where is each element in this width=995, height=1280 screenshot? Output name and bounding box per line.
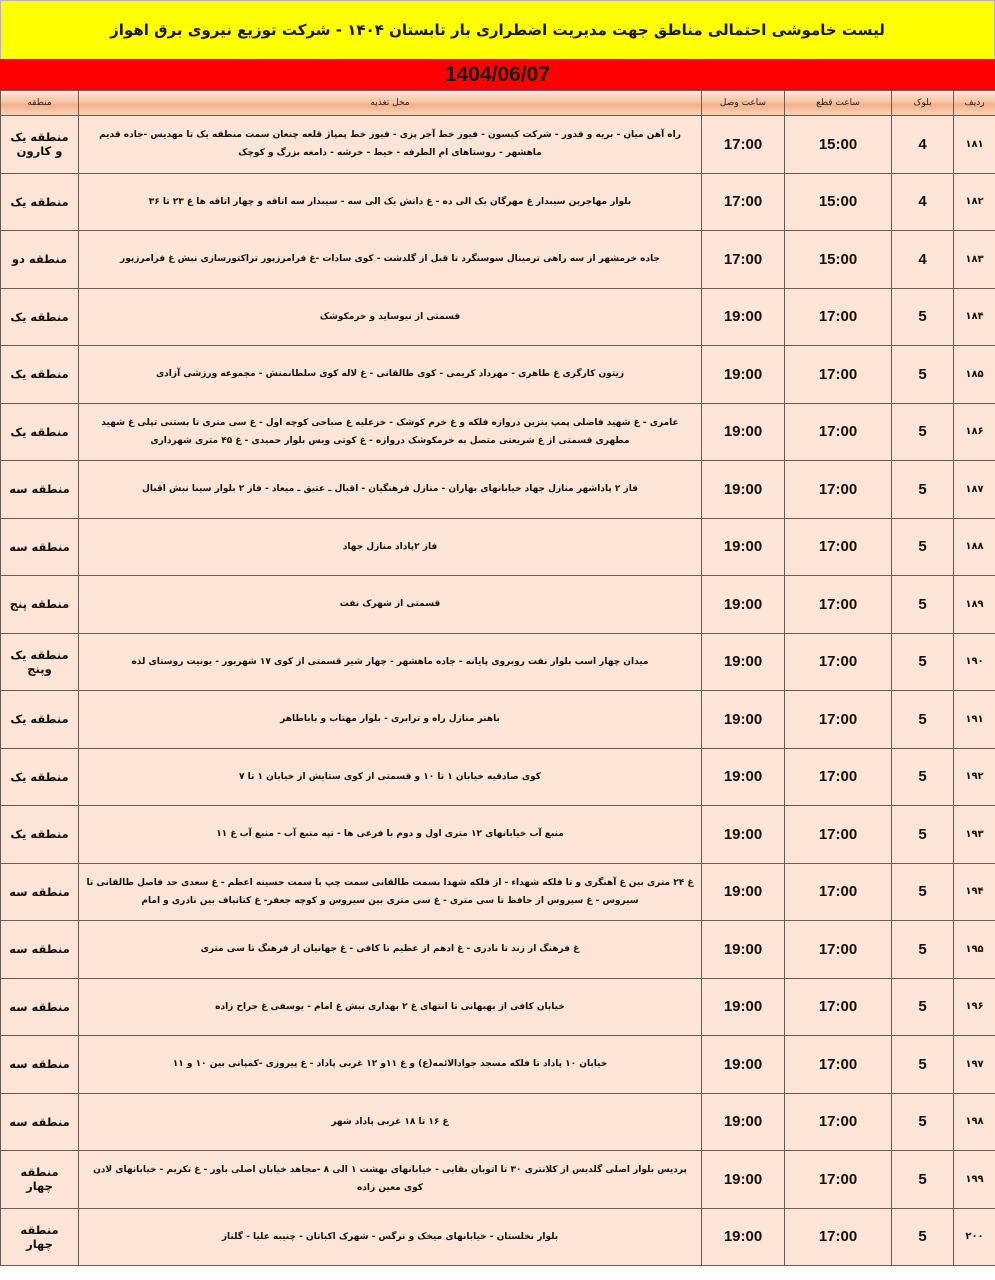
cell-block: 5 <box>892 576 954 634</box>
cell-region: منطقه یک <box>1 288 79 346</box>
cell-row-number: ۱۹۹ <box>954 1151 995 1209</box>
cell-location: زیتون کارگری غ طاهری - مهرداد کریمی - کوی طالقانی - غ لاله کوی سلطانمنش - مجموعه ورزشی آزادی <box>79 346 702 404</box>
cell-row-number: ۱۸۱ <box>954 116 995 174</box>
cell-row-number: ۱۸۸ <box>954 518 995 576</box>
cell-connect-time: 19:00 <box>702 806 785 864</box>
cell-row-number: ۱۹۳ <box>954 806 995 864</box>
col-header-connect-time: ساعت وصل <box>702 91 785 116</box>
col-header-region: منطقه <box>1 91 79 116</box>
cell-row-number: ۱۸۹ <box>954 576 995 634</box>
cell-location: عامری - غ شهید فاضلی پمپ بنزین دروازه فلکه و غ خرم کوشک - خزعلیه غ صباحی کوچه اول - غ سی متری تا بستنی تپلی غ شهید مطهری قسمتی از غ شریعتی متصل به خرمکوشک دروازه - غ کوتی ویس بلوار حمیدی - غ ۴۵ متری شهرداری <box>79 403 702 461</box>
cell-region: منطقه پنج <box>1 576 79 634</box>
cell-connect-time: 19:00 <box>702 1036 785 1094</box>
cell-region: منطقه یک وپنج <box>1 633 79 691</box>
cell-row-number: ۱۹۵ <box>954 921 995 979</box>
table-row <box>1 518 995 576</box>
cell-block: 5 <box>892 1036 954 1094</box>
table-row <box>1 806 995 864</box>
cell-cut-time: 17:00 <box>785 346 892 404</box>
cell-cut-time: 15:00 <box>785 116 892 174</box>
cell-block: 5 <box>892 1151 954 1209</box>
cell-row-number: ۱۹۱ <box>954 691 995 749</box>
table-row <box>1 863 995 921</box>
cell-block: 5 <box>892 1093 954 1151</box>
cell-cut-time: 17:00 <box>785 691 892 749</box>
table-body <box>1 116 995 1266</box>
cell-cut-time: 17:00 <box>785 1036 892 1094</box>
cell-location: قسمتی از نیوساید و خرمکوشک <box>79 288 702 346</box>
cell-row-number: ۱۸۲ <box>954 173 995 231</box>
table-row <box>1 921 995 979</box>
cell-location: غ ۲۴ متری بین غ آهنگری و تا فلکه شهداء - از فلکه شهدا بسمت طالقانی سمت چپ با سمت حسینه اعظم - غ سعدی حد فاصل طالقانی تا سیروس - غ سیروس از حافظ تا سی متری - غ سی متری بین سیروس و کوچه جعفر- غ کتانباف بین نادری و امام <box>79 863 702 921</box>
cell-location: بلوار نخلستان - خیابانهای میخک و نرگس - شهرک اکباتان - چنیبه علیا - گلناز <box>79 1208 702 1266</box>
col-header-cut-time: ساعت قطع <box>785 91 892 116</box>
cell-cut-time: 17:00 <box>785 403 892 461</box>
cell-row-number: ۱۸۵ <box>954 346 995 404</box>
cell-block: 5 <box>892 288 954 346</box>
cell-location: پردیس بلوار اصلی گلدیس از کلانتری ۳۰ تا اتوبان بقایی - خیابانهای بهشت ۱ الی ۸ -مجاهد خیابان اصلی باور - غ تکریم - خیابانهای لادن کوی معین زاده <box>79 1151 702 1209</box>
cell-location: کوی صادقیه خیابان ۱ تا ۱۰ و قسمتی از کوی ستایش از خیابان ۱ تا ۷ <box>79 748 702 806</box>
cell-region: منطقه سه <box>1 518 79 576</box>
cell-cut-time: 17:00 <box>785 633 892 691</box>
cell-block: 5 <box>892 403 954 461</box>
cell-block: 5 <box>892 748 954 806</box>
cell-region: منطقه یک و کارون <box>1 116 79 174</box>
table-row <box>1 173 995 231</box>
cell-location: غ فرهنگ از زند تا نادری - غ ادهم از عظیم تا کافی - غ جهانیان از فرهنگ تا سی متری <box>79 921 702 979</box>
cell-region: منطقه یک <box>1 748 79 806</box>
cell-region: منطقه چهار <box>1 1208 79 1266</box>
cell-cut-time: 17:00 <box>785 576 892 634</box>
cell-block: 5 <box>892 863 954 921</box>
cell-row-number: ۱۹۶ <box>954 978 995 1036</box>
cell-cut-time: 15:00 <box>785 173 892 231</box>
cell-region: منطقه دو <box>1 231 79 289</box>
cell-location: جاده خرمشهر از سه راهی ترمینال سوسنگرد تا قبل از گلدشت - کوی سادات -غ فرامرزپور تراکتورسازی نبش غ فرامرزپور <box>79 231 702 289</box>
cell-location: خیابان ۱۰ پاداد تا فلکه مسجد جوادالائمه(ع) و غ ۱۱و ۱۲ غربی پاداد - غ پیروزی -کمپانی بین ۱۰ و ۱۱ <box>79 1036 702 1094</box>
sheet-title: لیست خاموشی احتمالی مناطق جهت مدیریت اضطراری بار تابستان ۱۴۰۴ - شرکت توزیع نیروی برق اهواز <box>0 0 995 59</box>
col-header-location: محل تغذیه <box>79 91 702 116</box>
table-row <box>1 1093 995 1151</box>
table-row <box>1 403 995 461</box>
cell-cut-time: 17:00 <box>785 518 892 576</box>
cell-cut-time: 17:00 <box>785 1093 892 1151</box>
cell-location: غ ۱۶ تا ۱۸ غربی پاداد شهر <box>79 1093 702 1151</box>
cell-cut-time: 17:00 <box>785 1151 892 1209</box>
cell-connect-time: 17:00 <box>702 231 785 289</box>
cell-connect-time: 19:00 <box>702 863 785 921</box>
table-row <box>1 748 995 806</box>
cell-cut-time: 17:00 <box>785 461 892 519</box>
cell-cut-time: 17:00 <box>785 921 892 979</box>
cell-row-number: ۱۸۶ <box>954 403 995 461</box>
table-row <box>1 691 995 749</box>
cell-block: 4 <box>892 231 954 289</box>
outage-table <box>0 90 995 1266</box>
cell-connect-time: 19:00 <box>702 691 785 749</box>
cell-cut-time: 17:00 <box>785 288 892 346</box>
cell-row-number: ۱۹۲ <box>954 748 995 806</box>
cell-location: فاز ۲پاداد منازل جهاد <box>79 518 702 576</box>
cell-cut-time: 15:00 <box>785 231 892 289</box>
cell-connect-time: 19:00 <box>702 633 785 691</box>
cell-region: منطقه سه <box>1 863 79 921</box>
cell-region: منطقه یک <box>1 806 79 864</box>
cell-block: 4 <box>892 116 954 174</box>
cell-connect-time: 19:00 <box>702 978 785 1036</box>
cell-row-number: ۱۸۴ <box>954 288 995 346</box>
col-header-block: بلوک <box>892 91 954 116</box>
cell-location: قسمتی از شهرک نفت <box>79 576 702 634</box>
cell-block: 5 <box>892 691 954 749</box>
table-row <box>1 116 995 174</box>
table-row <box>1 346 995 404</box>
cell-cut-time: 17:00 <box>785 863 892 921</box>
cell-cut-time: 17:00 <box>785 748 892 806</box>
cell-region: منطقه یک <box>1 346 79 404</box>
cell-connect-time: 19:00 <box>702 576 785 634</box>
cell-region: منطقه یک <box>1 173 79 231</box>
cell-location: باهنر منازل راه و ترابری - بلوار مهتاب و باباطاهر <box>79 691 702 749</box>
cell-row-number: ۱۹۷ <box>954 1036 995 1094</box>
cell-connect-time: 19:00 <box>702 288 785 346</box>
cell-region: منطقه سه <box>1 1036 79 1094</box>
cell-connect-time: 19:00 <box>702 921 785 979</box>
cell-location: راه آهن میان - بریه و قدور - شرکت کیسون - فیوز خط آجر پزی - فیوز خط پمپاژ قلعه چنعان سمت منطقه یک تا مهدیس -جاده قدیم ماهشهر - روستاهای ام الطرفه - خیط - خرشه - دامغه بزرگ و کوچک <box>79 116 702 174</box>
cell-region: منطقه یک <box>1 691 79 749</box>
schedule-date: 1404/06/07 <box>0 59 995 90</box>
cell-cut-time: 17:00 <box>785 1208 892 1266</box>
cell-row-number: ۱۹۴ <box>954 863 995 921</box>
cell-connect-time: 17:00 <box>702 173 785 231</box>
cell-connect-time: 19:00 <box>702 1151 785 1209</box>
cell-block: 4 <box>892 173 954 231</box>
table-row <box>1 978 995 1036</box>
cell-block: 5 <box>892 978 954 1036</box>
cell-location: منبع آب خیابانهای ۱۲ متری اول و دوم با فرعی ها - تپه منبع آب - منبع آب غ ۱۱ <box>79 806 702 864</box>
cell-block: 5 <box>892 346 954 404</box>
cell-cut-time: 17:00 <box>785 806 892 864</box>
cell-connect-time: 19:00 <box>702 1093 785 1151</box>
table-row <box>1 231 995 289</box>
cell-cut-time: 17:00 <box>785 978 892 1036</box>
table-row <box>1 1208 995 1266</box>
cell-row-number: ۱۹۰ <box>954 633 995 691</box>
cell-row-number: ۱۹۸ <box>954 1093 995 1151</box>
table-row <box>1 633 995 691</box>
col-header-row: ردیف <box>954 91 995 116</box>
cell-location: خیابان کافی از بهبهانی تا انتهای غ ۲ بهداری نبش غ امام - یوسفی غ جراح زاده <box>79 978 702 1036</box>
cell-row-number: ۱۸۷ <box>954 461 995 519</box>
table-row <box>1 461 995 519</box>
cell-connect-time: 19:00 <box>702 748 785 806</box>
cell-block: 5 <box>892 461 954 519</box>
table-row <box>1 1036 995 1094</box>
cell-row-number: ۱۸۳ <box>954 231 995 289</box>
cell-block: 5 <box>892 806 954 864</box>
cell-region: منطقه سه <box>1 921 79 979</box>
cell-row-number: ۲۰۰ <box>954 1208 995 1266</box>
cell-connect-time: 19:00 <box>702 1208 785 1266</box>
cell-location: فاز ۲ پاداشهر منازل جهاد خیابانهای بهاران - منازل فرهنگیان - اقبال ـ عتیق ـ میعاد - فاز ۲ بلوار سینا نبش اقبال <box>79 461 702 519</box>
cell-region: منطقه چهار <box>1 1151 79 1209</box>
cell-block: 5 <box>892 921 954 979</box>
cell-connect-time: 19:00 <box>702 518 785 576</box>
cell-connect-time: 17:00 <box>702 116 785 174</box>
cell-location: بلوار مهاجرین سیبدار غ مهرگان یک الی ده - غ دانش یک الی سه - سیبدار سه اتاقه و چهار اتاقه ها غ ۲۳ تا ۳۶ <box>79 173 702 231</box>
cell-region: منطقه سه <box>1 978 79 1036</box>
cell-location: میدان چهار اسب بلوار نفت روبروی پایانه - جاده ماهشهر - چهار شیر قسمتی از کوی ۱۷ شهریور - یونیت روستای لذه <box>79 633 702 691</box>
table-row <box>1 1151 995 1209</box>
cell-block: 5 <box>892 518 954 576</box>
table-row <box>1 576 995 634</box>
table-header-row <box>1 91 995 116</box>
cell-connect-time: 19:00 <box>702 461 785 519</box>
cell-block: 5 <box>892 633 954 691</box>
cell-connect-time: 19:00 <box>702 346 785 404</box>
cell-region: منطقه سه <box>1 461 79 519</box>
cell-region: منطقه یک <box>1 403 79 461</box>
table-row <box>1 288 995 346</box>
cell-region: منطقه سه <box>1 1093 79 1151</box>
cell-block: 5 <box>892 1208 954 1266</box>
cell-connect-time: 19:00 <box>702 403 785 461</box>
